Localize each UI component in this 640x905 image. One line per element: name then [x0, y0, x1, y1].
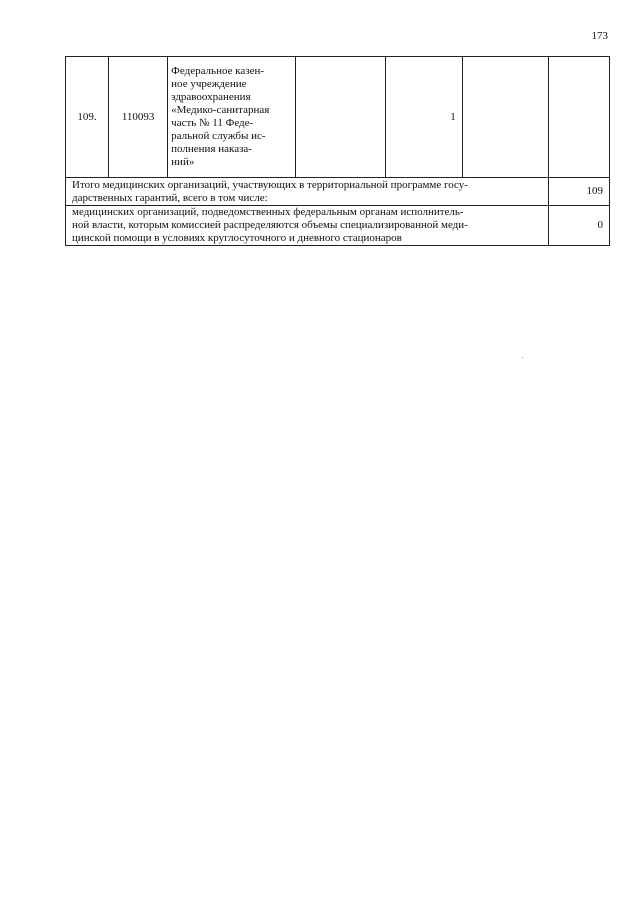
federal-label: медицинских организаций, подведомственных федеральным органам исполнитель- ной власти, которым комиссией распределяются объемы специализированной меди- цинской помощи в условиях круглосуточного и дневного стационаров — [66, 206, 549, 246]
row-number: 109. — [66, 57, 109, 178]
table-cell — [548, 57, 609, 178]
total-row — [66, 178, 610, 206]
federal-value: 0 — [548, 206, 609, 246]
table-cell — [296, 57, 385, 178]
row-code: 110093 — [109, 57, 168, 178]
table-cell — [462, 57, 548, 178]
organization-name: Федеральное казен- ное учреждение здравоохранения «Медико-санитарная часть № 11 Феде- ральной службы ис- полнения наказа- ний» — [168, 57, 296, 178]
organizations-table — [65, 56, 610, 246]
total-label: Итого медицинских организаций, участвующих в территориальной программе госу- дарственных гарантий, всего в том числе: — [66, 178, 549, 206]
page-number: 173 — [591, 30, 608, 42]
federal-row — [66, 206, 610, 246]
table-cell-value: 1 — [385, 57, 462, 178]
total-value: 109 — [548, 178, 609, 206]
scan-speck — [522, 357, 523, 358]
table-row — [66, 57, 610, 178]
